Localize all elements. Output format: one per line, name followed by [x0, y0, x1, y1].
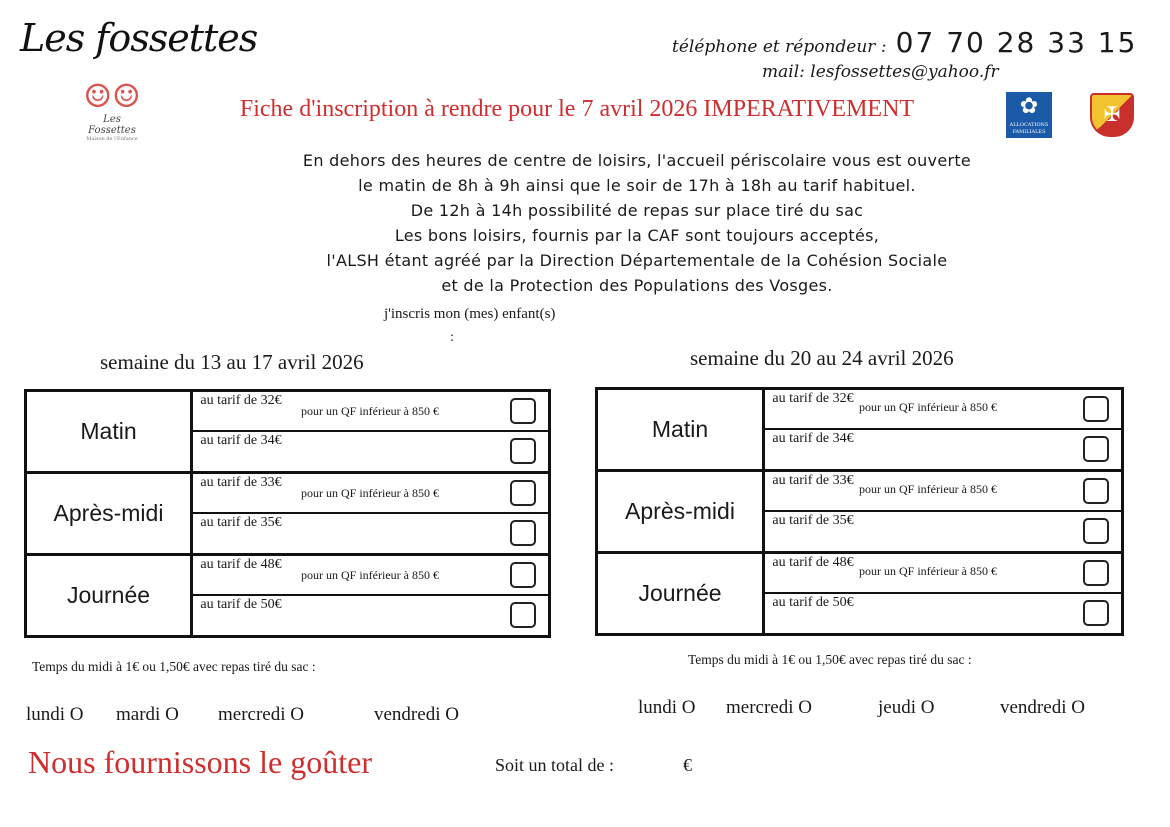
- tarif-label: au tarif de 35€: [772, 512, 854, 528]
- period-apres-midi: [598, 472, 1121, 554]
- tarif-row: [765, 512, 1121, 552]
- qf-note: pour un QF inférieur à 850 €: [301, 486, 439, 500]
- checkbox[interactable]: [1083, 436, 1109, 462]
- info-line: le matin de 8h à 9h ainsi que le soir de 17h à 18h au tarif habituel.: [358, 176, 916, 195]
- checkbox[interactable]: [510, 438, 536, 464]
- week2-table: [595, 387, 1124, 636]
- phone-number: 07 70 28 33 15: [895, 26, 1138, 59]
- tarif-row: [193, 514, 548, 554]
- enrol-label: j'inscris mon (mes) enfant(s): [384, 306, 556, 322]
- period-matin: [598, 390, 1121, 472]
- tarif-label: au tarif de 35€: [200, 514, 282, 530]
- day-option[interactable]: mercredi O: [218, 704, 304, 725]
- tarif-label: au tarif de 33€: [772, 473, 854, 488]
- caf-emblem-icon: ✿: [1019, 94, 1039, 119]
- qf-note: pour un QF inférieur à 850 €: [301, 404, 439, 418]
- total-label: Soit un total de :: [495, 755, 614, 775]
- logo-text: Les Fossettes: [88, 114, 136, 136]
- tarif-row: [765, 554, 1121, 594]
- period-label: Journée: [598, 554, 765, 633]
- town-crest-icon: ✠: [1090, 93, 1134, 137]
- info-line: Les bons loisirs, fournis par la CAF sont toujours acceptés,: [394, 226, 880, 245]
- period-label: Après-midi: [27, 474, 193, 553]
- info-line: De 12h à 14h possibilité de repas sur place tiré du sac: [410, 201, 864, 220]
- period-journee: [598, 554, 1121, 633]
- tarif-row: [765, 390, 1121, 430]
- caf-logo: [1006, 92, 1052, 138]
- checkbox[interactable]: [1083, 560, 1109, 586]
- day-option[interactable]: vendredi O: [1000, 697, 1085, 718]
- day-option[interactable]: mercredi O: [726, 697, 812, 718]
- tarif-label: au tarif de 48€: [772, 555, 854, 570]
- info-line: et de la Protection des Populations des Vosges.: [441, 276, 833, 295]
- checkbox[interactable]: [1083, 396, 1109, 422]
- period-label: Après-midi: [598, 472, 765, 551]
- qf-note: pour un QF inférieur à 850 €: [301, 568, 439, 582]
- tarif-row: [765, 430, 1121, 470]
- day-option[interactable]: jeudi O: [878, 697, 935, 718]
- tarif-label: au tarif de 32€: [200, 393, 282, 408]
- checkbox[interactable]: [510, 480, 536, 506]
- period-label: Matin: [598, 390, 765, 469]
- total-currency: €: [683, 755, 692, 775]
- day-option[interactable]: mardi O: [116, 704, 179, 725]
- page-headline: Fiche d'inscription à rendre pour le 7 avril 2026 IMPERATIVEMENT: [239, 96, 915, 122]
- enrol-colon: :: [450, 330, 454, 345]
- week2-title: semaine du 20 au 24 avril 2026: [690, 346, 954, 370]
- brand-title: Les fossettes: [20, 16, 258, 60]
- week1-table: [24, 389, 551, 638]
- tarif-row: [193, 432, 548, 472]
- qf-note: pour un QF inférieur à 850 €: [859, 482, 997, 496]
- period-matin: [27, 392, 548, 474]
- week1-title: semaine du 13 au 17 avril 2026: [100, 350, 364, 374]
- gouter-notice: Nous fournissons le goûter: [28, 744, 372, 780]
- period-apres-midi: [27, 474, 548, 556]
- qf-note: pour un QF inférieur à 850 €: [859, 564, 997, 578]
- day-option[interactable]: lundi O: [26, 704, 84, 725]
- tarif-row: [193, 556, 548, 596]
- tarif-label: au tarif de 33€: [200, 475, 282, 490]
- tarif-row: [193, 596, 548, 636]
- checkbox[interactable]: [510, 520, 536, 546]
- day-option[interactable]: lundi O: [638, 697, 696, 718]
- tarif-label: au tarif de 32€: [772, 391, 854, 406]
- tarif-label: au tarif de 34€: [772, 430, 854, 446]
- info-line: l'ALSH étant agréé par la Direction Départementale de la Cohésion Sociale: [326, 251, 948, 270]
- checkbox[interactable]: [510, 602, 536, 628]
- qf-note: pour un QF inférieur à 850 €: [859, 400, 997, 414]
- tarif-label: au tarif de 50€: [772, 594, 854, 610]
- period-label: Journée: [27, 556, 193, 635]
- phone-label: téléphone et répondeur :: [672, 37, 887, 57]
- period-label: Matin: [27, 392, 193, 471]
- checkbox[interactable]: [510, 562, 536, 588]
- info-line: En dehors des heures de centre de loisirs, l'accueil périscolaire vous est ouverte: [302, 151, 972, 170]
- info-block: [0, 148, 1170, 298]
- caf-logo-text: ALLOCATIONS FAMILIALES: [1009, 122, 1049, 135]
- checkbox[interactable]: [1083, 600, 1109, 626]
- tarif-label: au tarif de 34€: [200, 432, 282, 448]
- tarif-label: au tarif de 50€: [200, 596, 282, 612]
- week1-midi-label: Temps du midi à 1€ ou 1,50€ avec repas tiré du sac :: [32, 659, 316, 674]
- checkbox[interactable]: [1083, 518, 1109, 544]
- logo-subtext: Maison de l'Enfance: [86, 136, 138, 142]
- children-icon: ☺☺: [83, 77, 141, 115]
- checkbox[interactable]: [510, 398, 536, 424]
- tarif-row: [193, 392, 548, 432]
- tarif-row: [765, 594, 1121, 634]
- tarif-row: [193, 474, 548, 514]
- week2-midi-label: Temps du midi à 1€ ou 1,50€ avec repas tiré du sac :: [688, 652, 972, 667]
- email-line: mail: lesfossettes@yahoo.fr: [762, 62, 999, 82]
- tarif-label: au tarif de 48€: [200, 557, 282, 572]
- day-option[interactable]: vendredi O: [374, 704, 459, 725]
- phone-line: [672, 26, 1137, 59]
- period-journee: [27, 556, 548, 635]
- tarif-row: [765, 472, 1121, 512]
- checkbox[interactable]: [1083, 478, 1109, 504]
